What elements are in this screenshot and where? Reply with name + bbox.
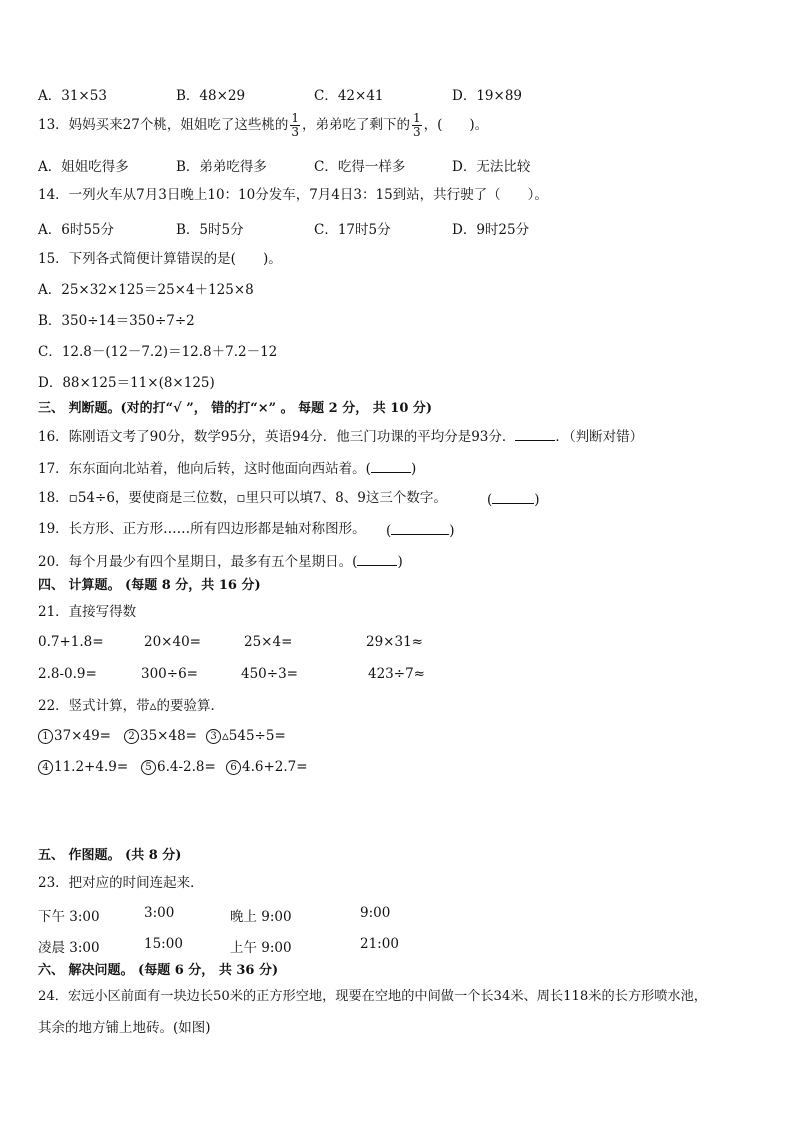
q21-item: 0.7+1.8= [38, 634, 104, 650]
q19-answer-blank[interactable] [391, 520, 449, 535]
q15-option-c[interactable]: C．12.8－(12－7.2)＝12.8＋7.2－12 [38, 344, 278, 360]
q13-question [38, 112, 488, 139]
q12-option-a[interactable]: A．31×53 [38, 88, 107, 104]
q21-item: 450÷3= [241, 666, 298, 682]
q13-text-1: 13．妈妈买来27个桃，姐姐吃了这些桃的 [38, 117, 289, 133]
q23-time[interactable]: 9:00 [360, 905, 391, 921]
q12-option-d[interactable]: D．19×89 [452, 88, 522, 104]
q22-expression: 6.4-2.8= [157, 759, 216, 775]
q21-item: 29×31≈ [366, 634, 423, 650]
q22-expression: 35×48= [140, 728, 197, 744]
q14-option-c[interactable]: C．17时5分 [314, 222, 391, 238]
q13-text-2: ，弟弟吃了剩下的 [302, 117, 410, 133]
section-3-heading: 三、 判断题。(对的打“√ ”， 错的打“×” 。 每题 2 分， 共 10 分) [38, 401, 433, 416]
q14-option-b[interactable]: B．5时5分 [176, 222, 244, 238]
q13-text-3: ，( )。 [423, 117, 489, 133]
q16-text: 16．陈刚语文考了90分，数学95分，英语94分．他三门功课的平均分是93分． [38, 429, 516, 445]
q22-item [124, 728, 197, 744]
q23-time[interactable]: 21:00 [360, 936, 399, 952]
q15-option-b[interactable]: B．350÷14＝350÷7÷2 [38, 313, 195, 329]
q18-answer-blank[interactable] [492, 489, 534, 504]
circled-number: 3 [206, 729, 221, 744]
q19-question [38, 520, 366, 538]
q17-answer-blank[interactable] [371, 458, 411, 473]
q22-item [38, 759, 128, 775]
q21-item: 300÷6= [141, 666, 198, 682]
circled-number: 2 [124, 729, 139, 744]
q24-line-2: 其余的地方铺上地砖。(如图) [38, 1020, 211, 1036]
fraction-numerator: 1 [291, 111, 299, 125]
q18-text: 18．▫54÷6，要使商是三位数，▫里只可以填7、8、9这三个数字。 [38, 490, 447, 506]
q16-answer-blank[interactable] [515, 426, 555, 441]
q15-option-a[interactable]: A．25×32×125＝25×4＋125×8 [38, 282, 254, 298]
q18-question [38, 489, 447, 507]
q23-time[interactable]: 凌晨 3:00 [38, 940, 100, 956]
q22-expression: ▵545÷5= [222, 728, 286, 744]
q19-text: 19．长方形、正方形……所有四边形都是轴对称图形。 [38, 521, 366, 537]
fraction-denominator: 3 [413, 125, 421, 139]
q13-option-b[interactable]: B．弟弟吃得多 [176, 159, 267, 175]
q12-option-b[interactable]: B．48×29 [176, 88, 246, 104]
q22-item [206, 728, 286, 744]
q22-expression: 4.6+2.7= [242, 759, 308, 775]
circled-number: 4 [38, 760, 53, 775]
q21-item: 2.8-0.9= [38, 666, 97, 682]
circled-number: 1 [38, 729, 53, 744]
circled-number: 6 [226, 760, 241, 775]
q23-time[interactable]: 晚上 9:00 [230, 909, 292, 925]
q20-suffix: ) [397, 554, 403, 570]
q13-fraction-1 [290, 112, 300, 139]
q15-option-d[interactable]: D．88×125＝11×(8×125) [38, 375, 215, 391]
section-5-heading: 五、 作图题。 (共 8 分) [38, 848, 182, 863]
q22-item [38, 728, 111, 744]
q24-line-1: 24．宏远小区前面有一块边长50米的正方形空地，现要在空地的中间做一个长34米、周长118米的长方形喷水池， [38, 989, 707, 1004]
q23-time[interactable]: 3:00 [144, 905, 175, 921]
section-6-heading: 六、 解决问题。 (每题 6 分， 共 36 分) [38, 963, 279, 978]
q22-item [226, 759, 308, 775]
q22-expression: 37×49= [54, 728, 111, 744]
q15-question: 15．下列各式简便计算错误的是( )。 [38, 251, 282, 267]
q22-item [141, 759, 216, 775]
q16-suffix: ．（判断对错） [555, 429, 644, 445]
fraction-numerator: 1 [413, 111, 421, 125]
q23-time[interactable]: 下午 3:00 [38, 909, 100, 925]
q12-option-c[interactable]: C．42×41 [314, 88, 384, 104]
q23-title: 23．把对应的时间连起来． [38, 875, 204, 891]
q18-answer-area [487, 489, 540, 508]
q19-prefix: ( [386, 523, 392, 539]
fraction-denominator: 3 [291, 125, 299, 139]
q22-title: 22．竖式计算，带▵的要验算． [38, 698, 224, 714]
q23-time[interactable]: 15:00 [144, 936, 183, 952]
q14-question: 14．一列火车从7月3日晚上10：10分发车，7月4日3：15到站，共行驶了（ ）。 [38, 187, 548, 203]
q18-suffix: ) [534, 492, 540, 508]
q22-expression: 11.2+4.9= [54, 759, 129, 775]
q20-answer-blank[interactable] [357, 551, 397, 566]
q13-option-c[interactable]: C．吃得一样多 [314, 159, 406, 175]
q23-time[interactable]: 上午 9:00 [230, 940, 292, 956]
q17-question [38, 458, 416, 478]
section-4-heading: 四、 计算题。 (每题 8 分，共 16 分) [38, 578, 261, 593]
q19-suffix: ) [449, 523, 455, 539]
q18-prefix: ( [487, 492, 493, 508]
q14-option-d[interactable]: D．9时25分 [452, 222, 530, 238]
q13-option-d[interactable]: D．无法比较 [452, 159, 531, 175]
q16-question [38, 426, 643, 446]
q21-item: 20×40= [144, 634, 201, 650]
q21-item: 25×4= [244, 634, 293, 650]
q20-question [38, 551, 403, 571]
q13-option-a[interactable]: A．姐姐吃得多 [38, 159, 129, 175]
circled-number: 5 [141, 760, 156, 775]
q21-item: 423÷7≈ [368, 666, 425, 682]
q13-fraction-2 [412, 112, 422, 139]
q17-suffix: ) [410, 461, 417, 477]
q17-text: 17．东东面向北站着，他向后转，这时他面向西站着。( [38, 461, 371, 477]
q20-text: 20．每个月最少有四个星期日，最多有五个星期日。( [38, 554, 358, 570]
q21-title: 21．直接写得数 [38, 604, 137, 620]
q19-answer-area [386, 520, 455, 539]
q14-option-a[interactable]: A．6时55分 [38, 222, 115, 238]
